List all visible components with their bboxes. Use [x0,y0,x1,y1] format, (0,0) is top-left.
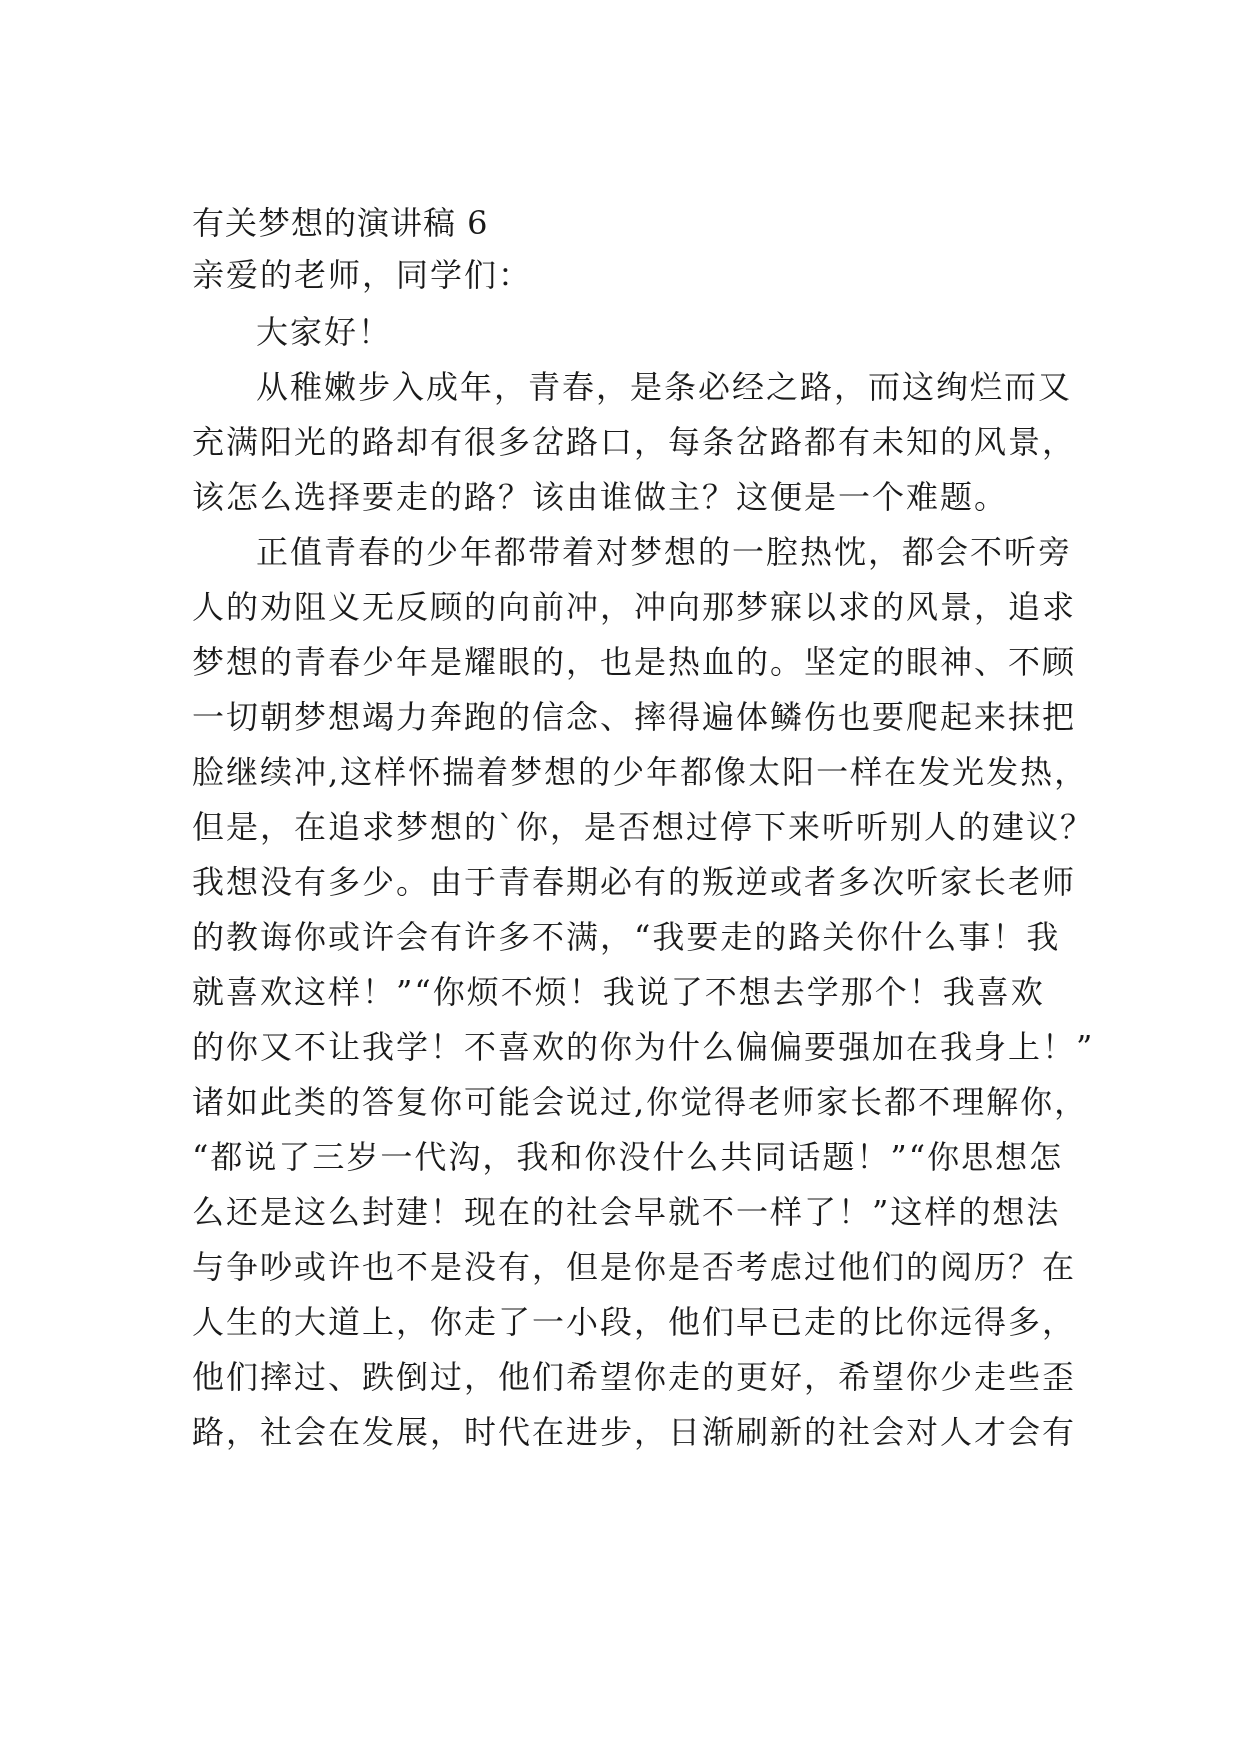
paragraph-2-line: 但是，在追求梦想的`你，是否想过停下来听听别人的建议？ [192,808,1095,846]
paragraph-2-line: “都说了三岁一代沟，我和你没什么共同话题！”“你思想怎 [192,1138,1064,1176]
document-title: 有关梦想的演讲稿 6 [192,204,489,242]
paragraph-2-line: 么还是这么封建！现在的社会早就不一样了！”这样的想法 [192,1193,1061,1231]
paragraph-2-line: 与争吵或许也不是没有，但是你是否考虑过他们的阅历？在 [192,1248,1077,1286]
paragraph-2-line: 我想没有多少。由于青春期必有的叛逆或者多次听家长老师 [192,863,1077,901]
paragraph-1-line: 从稚嫩步入成年，青春，是条必经之路，而这绚烂而又 [256,368,1073,406]
paragraph-2-line: 梦想的青春少年是耀眼的，也是热血的。坚定的眼神、不顾 [192,643,1077,681]
paragraph-2-line: 诸如此类的答复你可能会说过,你觉得老师家长都不理解你， [192,1083,1089,1121]
paragraph-1-line: 充满阳光的路却有很多岔路口，每条岔路都有未知的风景， [192,423,1077,461]
paragraph-2-line: 正值青春的少年都带着对梦想的一腔热忱，都会不听旁 [256,533,1073,571]
paragraph-2-line: 人生的大道上，你走了一小段，他们早已走的比你远得多， [192,1303,1077,1341]
paragraph-2-line: 路，社会在发展，时代在进步，日渐刷新的社会对人才会有 [192,1413,1077,1451]
greeting: 大家好！ [256,313,393,351]
paragraph-1-line: 该怎么选择要走的路？该由谁做主？这便是一个难题。 [192,478,1009,516]
paragraph-2-line: 他们摔过、跌倒过，他们希望你走的更好，希望你少走些歪 [192,1358,1077,1396]
paragraph-2-line: 脸继续冲,这样怀揣着梦想的少年都像太阳一样在发光发热， [192,753,1089,791]
paragraph-2-line: 的你又不让我学！不喜欢的你为什么偏偏要强加在我身上！” [192,1028,1095,1066]
salutation: 亲爱的老师，同学们： [192,256,533,294]
paragraph-2-line: 一切朝梦想竭力奔跑的信念、摔得遍体鳞伤也要爬起来抹把 [192,698,1077,736]
paragraph-2-line: 的教诲你或许会有许多不满，“我要走的路关你什么事！我 [192,918,1061,956]
paragraph-2-line: 人的劝阻义无反顾的向前冲，冲向那梦寐以求的风景，追求 [192,588,1077,626]
paragraph-2-line: 就喜欢这样！”“你烦不烦！我说了不想去学那个！我喜欢 [192,973,1045,1011]
